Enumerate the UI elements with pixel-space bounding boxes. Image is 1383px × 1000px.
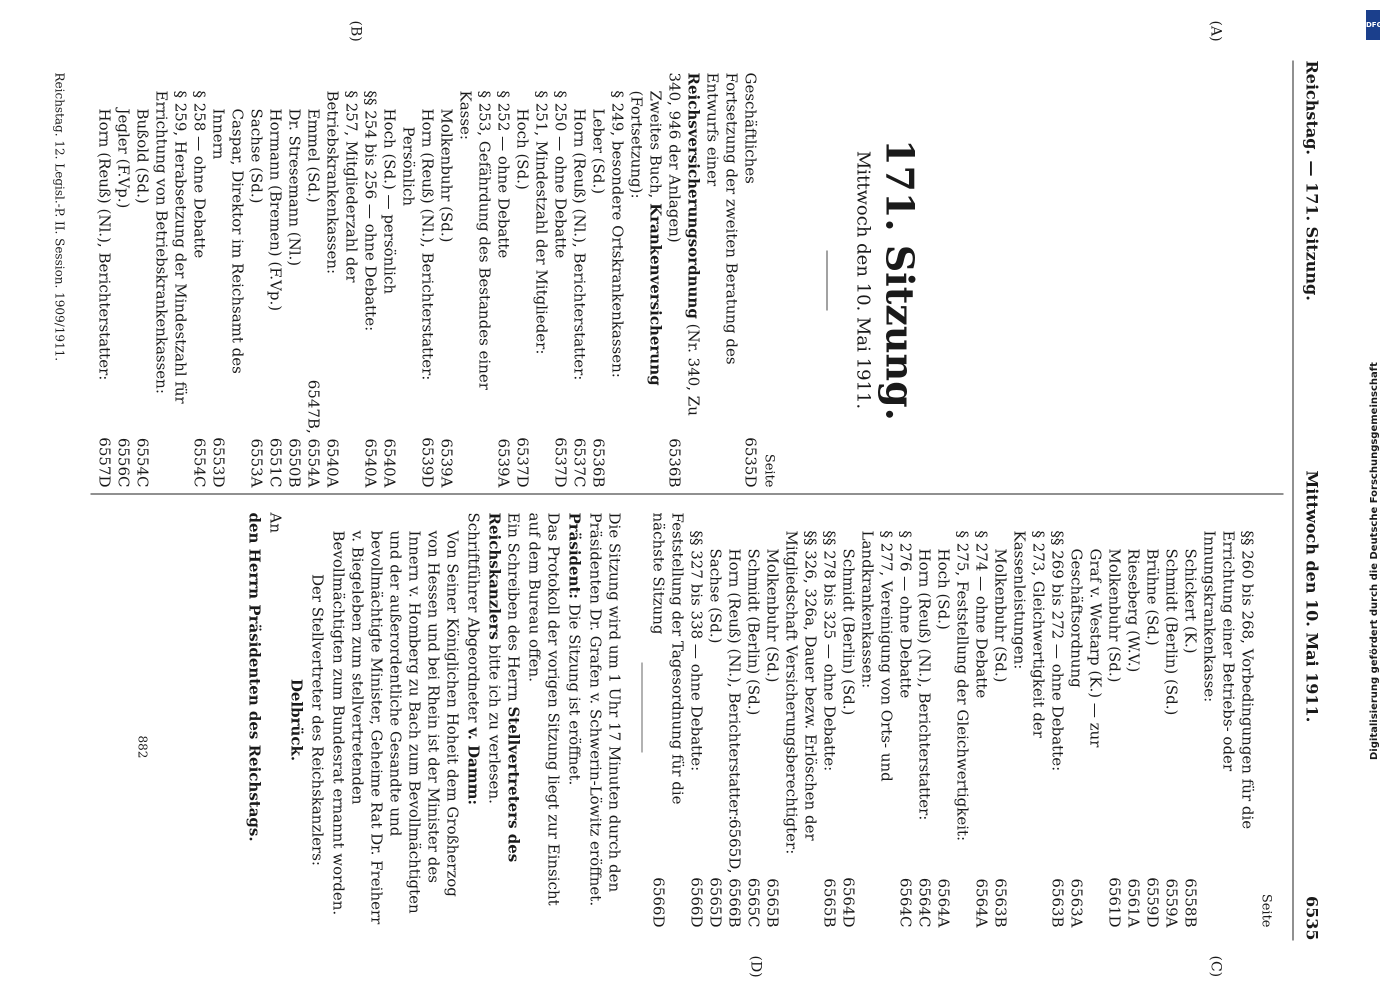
toc-entry: Dr. Stresemann (Nl.) 6550B — [285, 108, 303, 487]
toc-entry: Schickert (K.) 6558B — [1181, 548, 1199, 927]
toc-entry: § 249, besondere Ortskrankenkassen: — [608, 90, 626, 378]
secretary-line: Schriftführer Abgeordneter v. Damm: — [464, 512, 482, 805]
margin-marker-a: (A) — [1207, 20, 1223, 42]
page-header — [1293, 60, 1333, 940]
toc-entry: Graf v. Westarp (K.) — zur Geschäftsordnung 6563A — [1067, 548, 1104, 927]
toc-entry: §§ 260 bis 268, Vorbedingungen für die Errichtung einer Betriebs- oder Innungskrankenkasse: — [1200, 530, 1256, 829]
seite-label: Seite — [761, 453, 776, 487]
toc-entry: § 257, Mitgliederzahl der Betriebskrankenkassen: 6540A — [323, 90, 360, 487]
toc-entry: Hoch (Sd.) 6537D — [513, 108, 531, 487]
letter-signoff: Der Stellvertreter des Reichskanzlers: — [308, 573, 326, 866]
toc-entry: Horn (Reuß) (Nl.), Berichterstatter: 6539D — [418, 108, 436, 487]
toc-entry: Sachse (Sd.) 6553A — [247, 108, 265, 487]
toc-entry: § 251, Mindestzahl der Mitglieder: — [532, 90, 550, 354]
margin-marker-d: (D) — [747, 955, 763, 978]
toc-entry: § 253, Gefährdung des Bestandes einer Kasse: — [456, 90, 493, 390]
margin-marker-c: (C) — [1207, 955, 1223, 977]
separator — [826, 250, 827, 310]
toc-entry: Horn (Reuß) (Nl.), Berichterstatter: 6565D, 6566B — [725, 548, 743, 927]
toc-entry: § 277, Vereinigung von Orts- und Landkrankenkassen: — [858, 530, 895, 782]
toc-entry: Hoch (Sd.) — persönlich 6540A — [380, 108, 398, 487]
toc-entry: Horn (Reuß) (Nl.), Berichterstatter: 6537C — [570, 108, 588, 487]
footer-session: Reichstag. 12. Legisl.-P. II. Session. 1909/1911. — [52, 72, 66, 361]
toc-entry: Geschäftliches 6535D — [741, 72, 759, 487]
toc-entry: § 276 — ohne Debatte 6564C — [896, 530, 914, 927]
toc-entry: § 250 — ohne Debatte 6537D — [551, 90, 569, 487]
toc-entry: Zweites Buch, Krankenversicherung (Fortsetzung): — [627, 90, 664, 386]
toc-entry: Fortsetzung der zweiten Beratung des Entwurfs einer Reichsversicherungsordnung (Nr. 340, Zu 340, 946 der Anlagen) 6536B — [665, 72, 740, 487]
toc-entry: Schmidt (Berlin) (Sd.) 6564D — [839, 548, 857, 927]
toc-entry: §§ 278 bis 325 — ohne Debatte: 6565B — [820, 530, 838, 927]
toc-entry: § 274 — ohne Debatte 6564A — [972, 530, 990, 927]
page-number: 6535 — [1302, 895, 1321, 940]
toc-entry: Brühne (Sd.) 6559D — [1143, 548, 1161, 927]
toc-entry: Sachse (Sd.) 6565D — [706, 548, 724, 927]
toc-entry: Bußold (Sd.) 6554C — [133, 108, 151, 487]
toc-entry: Jegler (F.Vp.) 6556C — [114, 108, 132, 487]
letter-signature: Delbrück. — [287, 678, 305, 761]
dfg-logo-icon: DFG — [1366, 10, 1380, 40]
protocol-note: Das Protokoll der vorigen Sitzung liegt zur Einsicht auf dem Bureau offen. — [525, 512, 562, 906]
toc-entry: Molkenbuhr (Sd.) 6563B — [991, 548, 1009, 927]
toc-entry: Leber (Sd.) 6536B — [589, 108, 607, 487]
header-date: Mittwoch den 10. Mai 1911. — [1302, 470, 1321, 722]
toc-entry: §§ 269 bis 272 — ohne Debatte: 6563B — [1048, 530, 1066, 927]
footer-sigil: 882 — [135, 735, 149, 758]
letter-body: Von Seiner Königlichen Hoheit dem Großherzog von Hessen und bei Rhein ist der Minister des Innern v. Homberg zu Bach zum Bevollmächtigten und der außerordentliche Gesandte und bevollmächtigte Minister, Geheime Rat Dr. Freiherr v. Biegeleben zum stellvertretenden Bevollmächtigten zum Bundesrat ernannt worden. — [329, 530, 461, 924]
session-title: 171. Sitzung. — [877, 138, 922, 421]
toc-entry: Molkenbuhr (Sd.) 6565B — [763, 548, 781, 927]
toc-entry: §§ 254 bis 256 — ohne Debatte: 6540A — [361, 90, 379, 487]
dfg-credit-text: Digitalisierung gefördert durch die Deutsche Forschungsgemeinschaft — [1369, 362, 1380, 760]
toc-entry: Molkenbuhr (Sd.) 6561D — [1105, 548, 1123, 927]
toc-entry: § 259, Herabsetzung der Mindestzahl für Errichtung von Betriebskrankenkassen: — [152, 90, 189, 404]
header-left: Reichstag. — 171. Sitzung. — [1302, 60, 1321, 301]
toc-entry: Horn (Reuß) (Nl.), Berichterstatter: 6564C — [915, 548, 933, 927]
letter-note: Ein Schreiben des Herrn Stellvertreters des Reichskanzlers bitte ich zu verlesen. — [485, 512, 522, 862]
column-divider — [90, 493, 1283, 494]
margin-marker-b: (B) — [347, 20, 363, 42]
toc-entry: Emmel (Sd.) 6547B, 6554A — [304, 108, 322, 487]
toc-entry: Caspar, Direktor im Reichsamt des Innern 6553D — [209, 108, 246, 487]
toc-entry: Schmidt (Berlin) (Sd.) 6565C — [744, 548, 762, 927]
toc-entry: Molkenbuhr (Sd.) 6539A — [437, 108, 455, 487]
left-column — [94, 72, 1275, 487]
toc-entry: Feststellung der Tagesordnung für die nächste Sitzung 6566D — [649, 512, 686, 927]
session-date: Mittwoch den 10. Mai 1911. — [852, 150, 873, 409]
separator — [641, 662, 642, 752]
address-recipient: den Herrn Präsidenten des Reichstags. — [245, 512, 263, 842]
toc-entry: §§ 327 bis 338 — ohne Debatte: 6566D — [687, 530, 705, 927]
toc-entry: Hoch (Sd.) 6564A — [934, 548, 952, 927]
toc-entry: Rieseberg (W.V.) 6561A — [1124, 548, 1142, 927]
toc-entry: Persönlich — [399, 126, 417, 206]
toc-entry: Hormann (Bremen) (F.Vp.) 6551C — [266, 108, 284, 487]
toc-entry: § 273, Gleichwertigkeit der Kassenleistungen: — [1010, 530, 1047, 738]
toc-entry: §§ 326, 326a, Dauer bezw. Erlöschen der Mitgliedschaft Versicherungsberechtigter: — [782, 530, 819, 854]
header-rule — [1292, 60, 1293, 940]
right-column — [244, 512, 1275, 927]
address-an: An — [266, 512, 284, 533]
toc-entry: § 275, Feststellung der Gleichwertigkeit: — [953, 530, 971, 841]
dfg-credit — [1363, 0, 1383, 1000]
toc-entry: § 252 — ohne Debatte 6539A — [494, 90, 512, 487]
seite-label: Seite — [1258, 893, 1273, 927]
toc-entry: Schmidt (Berlin) (Sd.) 6559A — [1162, 548, 1180, 927]
toc-entry: § 258 — ohne Debatte 6554C — [190, 90, 208, 487]
opening-paragraph: Die Sitzung wird um 1 Uhr 17 Minuten durch den Präsidenten Dr. Grafen v. Schwerin-Löwitz eröffnet. — [586, 512, 623, 906]
president-remark: Präsident: Die Sitzung ist eröffnet. — [565, 512, 583, 785]
toc-entry: Horn (Reuß) (Nl.), Berichterstatter: 6557D — [95, 108, 113, 487]
